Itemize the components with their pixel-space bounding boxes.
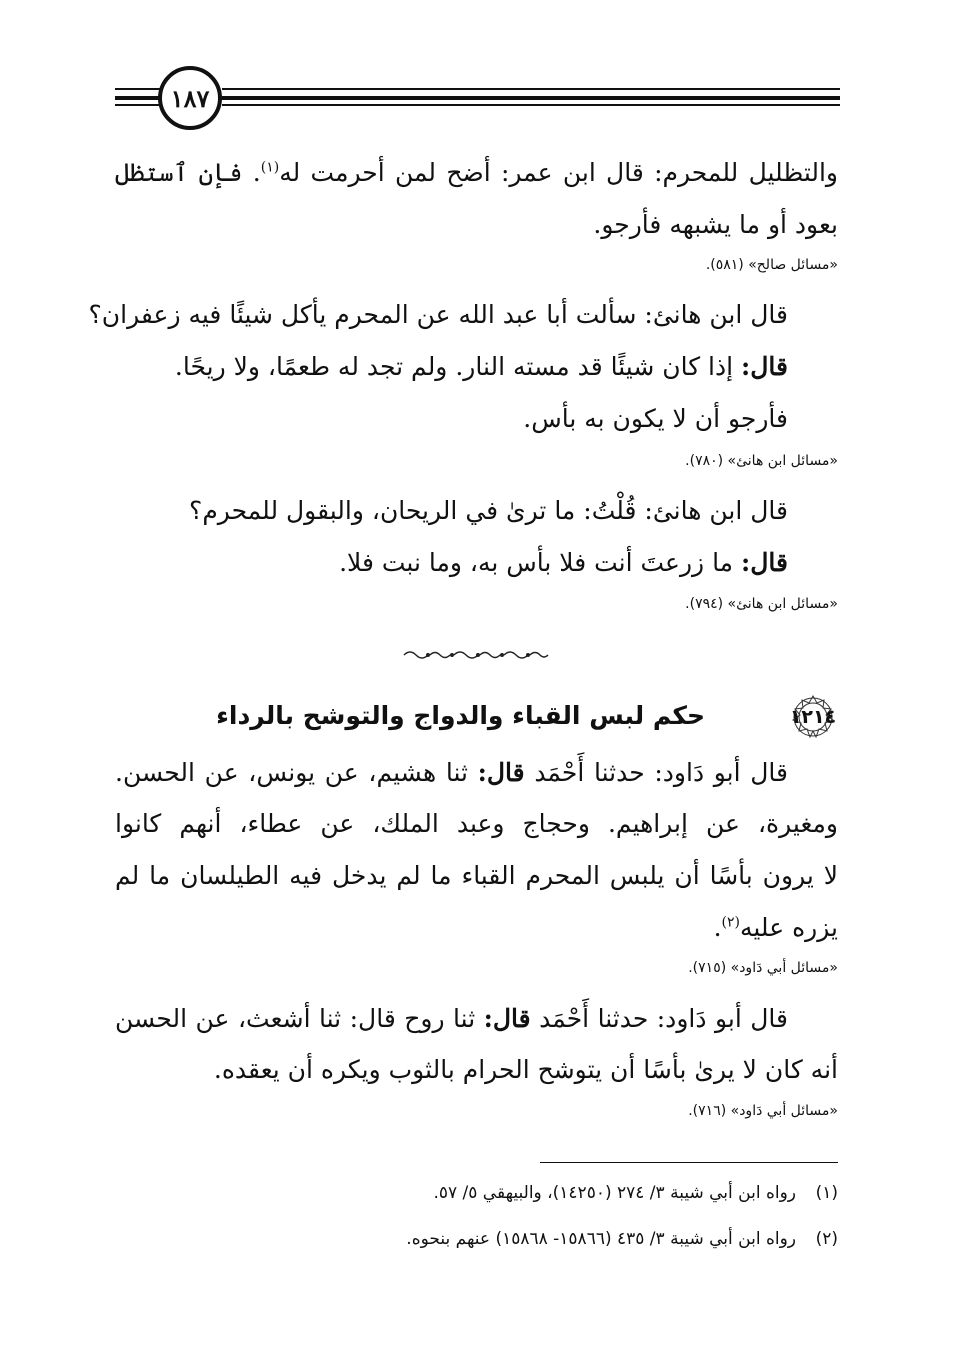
paragraph-line: قال ابن هانئ: سألت أبا عبد الله عن المحرم يأكل شيئًا فيه زعفران؟ bbox=[88, 300, 788, 329]
footnote-mark: (١) bbox=[815, 1183, 838, 1203]
paragraph-line: ومغيرة، عن إبراهيم. وحجاج وعبد الملك، عن عطاء، أنهم كانوا bbox=[115, 809, 838, 838]
footnote bbox=[115, 1180, 838, 1206]
paragraph-line: لا يرون بأسًا أن يلبس المحرم القباء ما لم يدخل فيه الطيلسان ما لم bbox=[115, 861, 838, 890]
footnote-text: رواه ابن أبي شيبة ٣/ ٢٧٤ (١٤٢٥٠)، والبيهقي ٥/ ٥٧. bbox=[433, 1183, 796, 1203]
text-run: والتظليل للمحرم: قال ابن عمر: أضح لمن أحرمت له bbox=[279, 158, 839, 187]
text-run: يزره عليه bbox=[739, 913, 838, 942]
footnote-ref[interactable]: (١) bbox=[260, 159, 280, 176]
paragraph-line bbox=[115, 349, 788, 385]
text-run: قال أبو دَاود: حدثنا أَحْمَد bbox=[524, 758, 789, 787]
speaker-label: قال: bbox=[741, 352, 788, 381]
text-run: . فإن ٱستظل bbox=[115, 158, 261, 187]
text-run: قال أبو دَاود: حدثنا أَحْمَد bbox=[530, 1004, 788, 1033]
text-run: إذا كان شيئًا قد مسته النار. ولم تجد له طعمًا، ولا ريحًا. bbox=[174, 352, 742, 381]
footnote-text: رواه ابن أبي شيبة ٣/ ٤٣٥ (١٥٨٦٦- ١٥٨٦٨) عنهم بنحوه. bbox=[406, 1229, 796, 1249]
paragraph-line: أنه كان لا يرىٰ بأسًا أن يتوشح الحرام بالثوب ويكره أن يعقده. bbox=[213, 1055, 838, 1084]
source-citation: «مسائل ابن هانئ» (٧٩٤). bbox=[685, 596, 838, 612]
text-run: ما زرعتَ أنت فلا بأس به، وما نبت فلا. bbox=[339, 548, 742, 577]
header-rule-left bbox=[115, 88, 160, 108]
paragraph-line bbox=[115, 545, 788, 581]
text-run: . bbox=[713, 913, 722, 942]
page-number-text: ١٨٧ bbox=[170, 83, 210, 113]
text-run: ثنا روح قال: ثنا أشعث، عن الحسن bbox=[115, 1004, 484, 1033]
section-title: حكم لبس القباء والدواج والتوشح بالرداء bbox=[216, 701, 705, 730]
paragraph-line: فأرجو أن لا يكون به بأس. bbox=[523, 404, 788, 433]
paragraph-line: بعود أو ما يشبهه فأرجو. bbox=[593, 210, 838, 239]
paragraph-line bbox=[115, 1001, 788, 1037]
section-number: ١٢١٤ bbox=[789, 706, 837, 728]
footnote-ref[interactable]: (٢) bbox=[721, 914, 740, 931]
speaker-label: قال: bbox=[477, 758, 525, 787]
speaker-label: قال: bbox=[741, 548, 788, 577]
paragraph-line bbox=[115, 910, 838, 946]
footnote-separator bbox=[540, 1162, 838, 1163]
header-rule-right bbox=[222, 88, 840, 108]
footnote bbox=[115, 1226, 838, 1252]
ornament-divider-icon bbox=[400, 648, 550, 662]
footnote-mark: (٢) bbox=[815, 1229, 838, 1249]
paragraph-line bbox=[115, 155, 838, 191]
source-citation: «مسائل أبي دَاود» (٧١٥). bbox=[688, 960, 838, 976]
paragraph-line: قال ابن هانئ: قُلْتُ: ما ترىٰ في الريحان، والبقول للمحرم؟ bbox=[189, 496, 788, 525]
source-citation: «مسائل صالح» (٥٨١). bbox=[705, 257, 838, 273]
text-run: ثنا هشيم، عن يونس، عن الحسن. bbox=[115, 758, 478, 787]
source-citation: «مسائل ابن هانئ» (٧٨٠). bbox=[685, 453, 838, 469]
section-number-badge bbox=[788, 694, 838, 740]
paragraph-line bbox=[115, 755, 788, 791]
source-citation: «مسائل أبي دَاود» (٧١٦). bbox=[688, 1103, 838, 1119]
speaker-label: قال: bbox=[483, 1004, 531, 1033]
page-number bbox=[158, 66, 222, 130]
